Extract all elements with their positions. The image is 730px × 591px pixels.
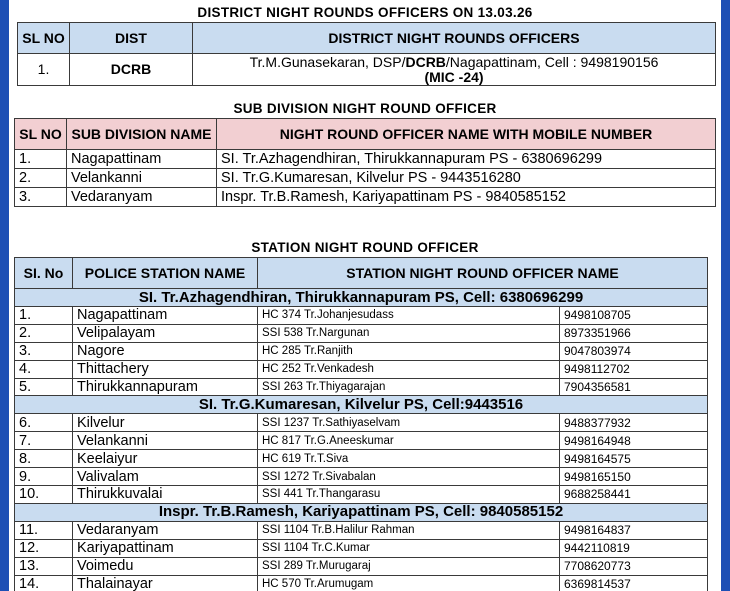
station-row (15, 468, 708, 486)
header-police-station: POLICE STATION NAME (73, 258, 258, 289)
header-sl-no: SI. No (15, 258, 73, 289)
station-phone: 9498164837 (560, 521, 708, 539)
station-title: STATION NIGHT ROUND OFFICER (251, 240, 479, 255)
station-sl: 12. (15, 539, 73, 557)
station-name: Nagore (73, 342, 258, 360)
district-header-row (18, 23, 716, 54)
station-phone: 9498112702 (560, 360, 708, 378)
station-row (15, 575, 708, 591)
station-header-row (15, 258, 708, 289)
station-row (15, 307, 708, 325)
header-sl-no: SL NO (15, 119, 67, 150)
station-row (15, 486, 708, 504)
station-phone: 9442110819 (560, 539, 708, 557)
station-name: Thalainayar (73, 575, 258, 591)
station-sl: 2. (15, 324, 73, 342)
document-page (9, 0, 721, 591)
station-officer: HC 817 Tr.G.Aneeskumar (258, 432, 560, 450)
station-phone: 9488377932 (560, 414, 708, 432)
page-border-right (721, 0, 730, 591)
station-name: Velipalayam (73, 324, 258, 342)
station-row (15, 360, 708, 378)
district-officer: Tr.M.Gunasekaran, DSP/DCRB/Nagapattinam, Cell : 9498190156 (MIC -24) (193, 54, 716, 86)
station-officer: HC 252 Tr.Venkadesh (258, 360, 560, 378)
subdivision-header-row (15, 119, 716, 150)
station-sl: 3. (15, 342, 73, 360)
group-heading-text: SI. Tr.Azhagendhiran, Thirukkannapuram PS, Cell: 6380696299 (15, 289, 708, 307)
station-name: Nagapattinam (73, 307, 258, 325)
station-group-heading (15, 396, 708, 414)
station-officer: SSI 441 Tr.Thangarasu (258, 486, 560, 504)
station-name: Kariyapattinam (73, 539, 258, 557)
station-phone: 6369814537 (560, 575, 708, 591)
station-sl: 6. (15, 414, 73, 432)
station-group-heading (15, 503, 708, 521)
station-name: Vedaranyam (73, 521, 258, 539)
station-officer: HC 619 Tr.T.Siva (258, 450, 560, 468)
station-name: Valivalam (73, 468, 258, 486)
station-row (15, 521, 708, 539)
subdivision-row: 1. Nagapattinam SI. Tr.Azhagendhiran, Thirukkannapuram PS - 6380696299 (15, 150, 716, 169)
subdivision-row: 3. Vedaranyam Inspr. Tr.B.Ramesh, Kariyapattinam PS - 9840585152 (15, 188, 716, 207)
station-sl: 1. (15, 307, 73, 325)
station-officer: HC 570 Tr.Arumugam (258, 575, 560, 591)
station-officer: SSI 1104 Tr.B.Halilur Rahman (258, 521, 560, 539)
subdivision-row: 2. Velankanni SI. Tr.G.Kumaresan, Kilvelur PS - 9443516280 (15, 169, 716, 188)
station-sl: 10. (15, 486, 73, 504)
header-sl-no: SL NO (18, 23, 70, 54)
station-phone: 9498108705 (560, 307, 708, 325)
station-phone: 9047803974 (560, 342, 708, 360)
station-officer: SSI 1272 Tr.Sivabalan (258, 468, 560, 486)
station-row (15, 432, 708, 450)
header-night-round-officer: NIGHT ROUND OFFICER NAME WITH MOBILE NUMBER (217, 119, 716, 150)
district-sl: 1. (18, 54, 70, 86)
station-sl: 8. (15, 450, 73, 468)
station-row (15, 539, 708, 557)
station-row (15, 378, 708, 396)
station-officer: SSI 289 Tr.Murugaraj (258, 557, 560, 575)
station-sl: 7. (15, 432, 73, 450)
station-row (15, 414, 708, 432)
station-officer: HC 285 Tr.Ranjith (258, 342, 560, 360)
subdivision-title: SUB DIVISION NIGHT ROUND OFFICER (233, 101, 497, 116)
station-officer: HC 374 Tr.Johanjesudass (258, 307, 560, 325)
station-phone: 9498164575 (560, 450, 708, 468)
station-row (15, 557, 708, 575)
station-table (14, 257, 708, 591)
station-name: Thirukkuvalai (73, 486, 258, 504)
station-sl: 5. (15, 378, 73, 396)
header-dist: DIST (70, 23, 193, 54)
station-sl: 9. (15, 468, 73, 486)
district-row (18, 54, 716, 86)
station-sl: 14. (15, 575, 73, 591)
station-phone: 7904356581 (560, 378, 708, 396)
station-name: Thittachery (73, 360, 258, 378)
station-name: Kilvelur (73, 414, 258, 432)
station-row (15, 342, 708, 360)
district-table (17, 22, 716, 86)
group-heading-text: Inspr. Tr.B.Ramesh, Kariyapattinam PS, Cell: 9840585152 (15, 503, 708, 521)
station-phone: 9498165150 (560, 468, 708, 486)
station-officer: SSI 263 Tr.Thiyagarajan (258, 378, 560, 396)
header-station-officer: STATION NIGHT ROUND OFFICER NAME (258, 258, 708, 289)
station-sl: 13. (15, 557, 73, 575)
station-name: Keelaiyur (73, 450, 258, 468)
station-name: Velankanni (73, 432, 258, 450)
station-group-heading (15, 289, 708, 307)
header-subdivision-name: SUB DIVISION NAME (67, 119, 217, 150)
station-officer: SSI 1104 Tr.C.Kumar (258, 539, 560, 557)
group-heading-text: SI. Tr.G.Kumaresan, Kilvelur PS, Cell:9443516 (15, 396, 708, 414)
station-phone: 9688258441 (560, 486, 708, 504)
station-row (15, 450, 708, 468)
station-officer: SSI 1237 Tr.Sathiyaselvam (258, 414, 560, 432)
page-border-left (0, 0, 9, 591)
station-phone: 8973351966 (560, 324, 708, 342)
station-phone: 9498164948 (560, 432, 708, 450)
station-officer: SSI 538 Tr.Nargunan (258, 324, 560, 342)
station-name: Thirukkannapuram (73, 378, 258, 396)
station-row (15, 324, 708, 342)
header-district-officers: DISTRICT NIGHT ROUNDS OFFICERS (193, 23, 716, 54)
district-title: DISTRICT NIGHT ROUNDS OFFICERS ON 13.03.26 (197, 5, 533, 20)
station-sl: 11. (15, 521, 73, 539)
station-name: Voimedu (73, 557, 258, 575)
district-dist: DCRB (70, 54, 193, 86)
station-phone: 7708620773 (560, 557, 708, 575)
subdivision-table (14, 118, 716, 207)
station-sl: 4. (15, 360, 73, 378)
